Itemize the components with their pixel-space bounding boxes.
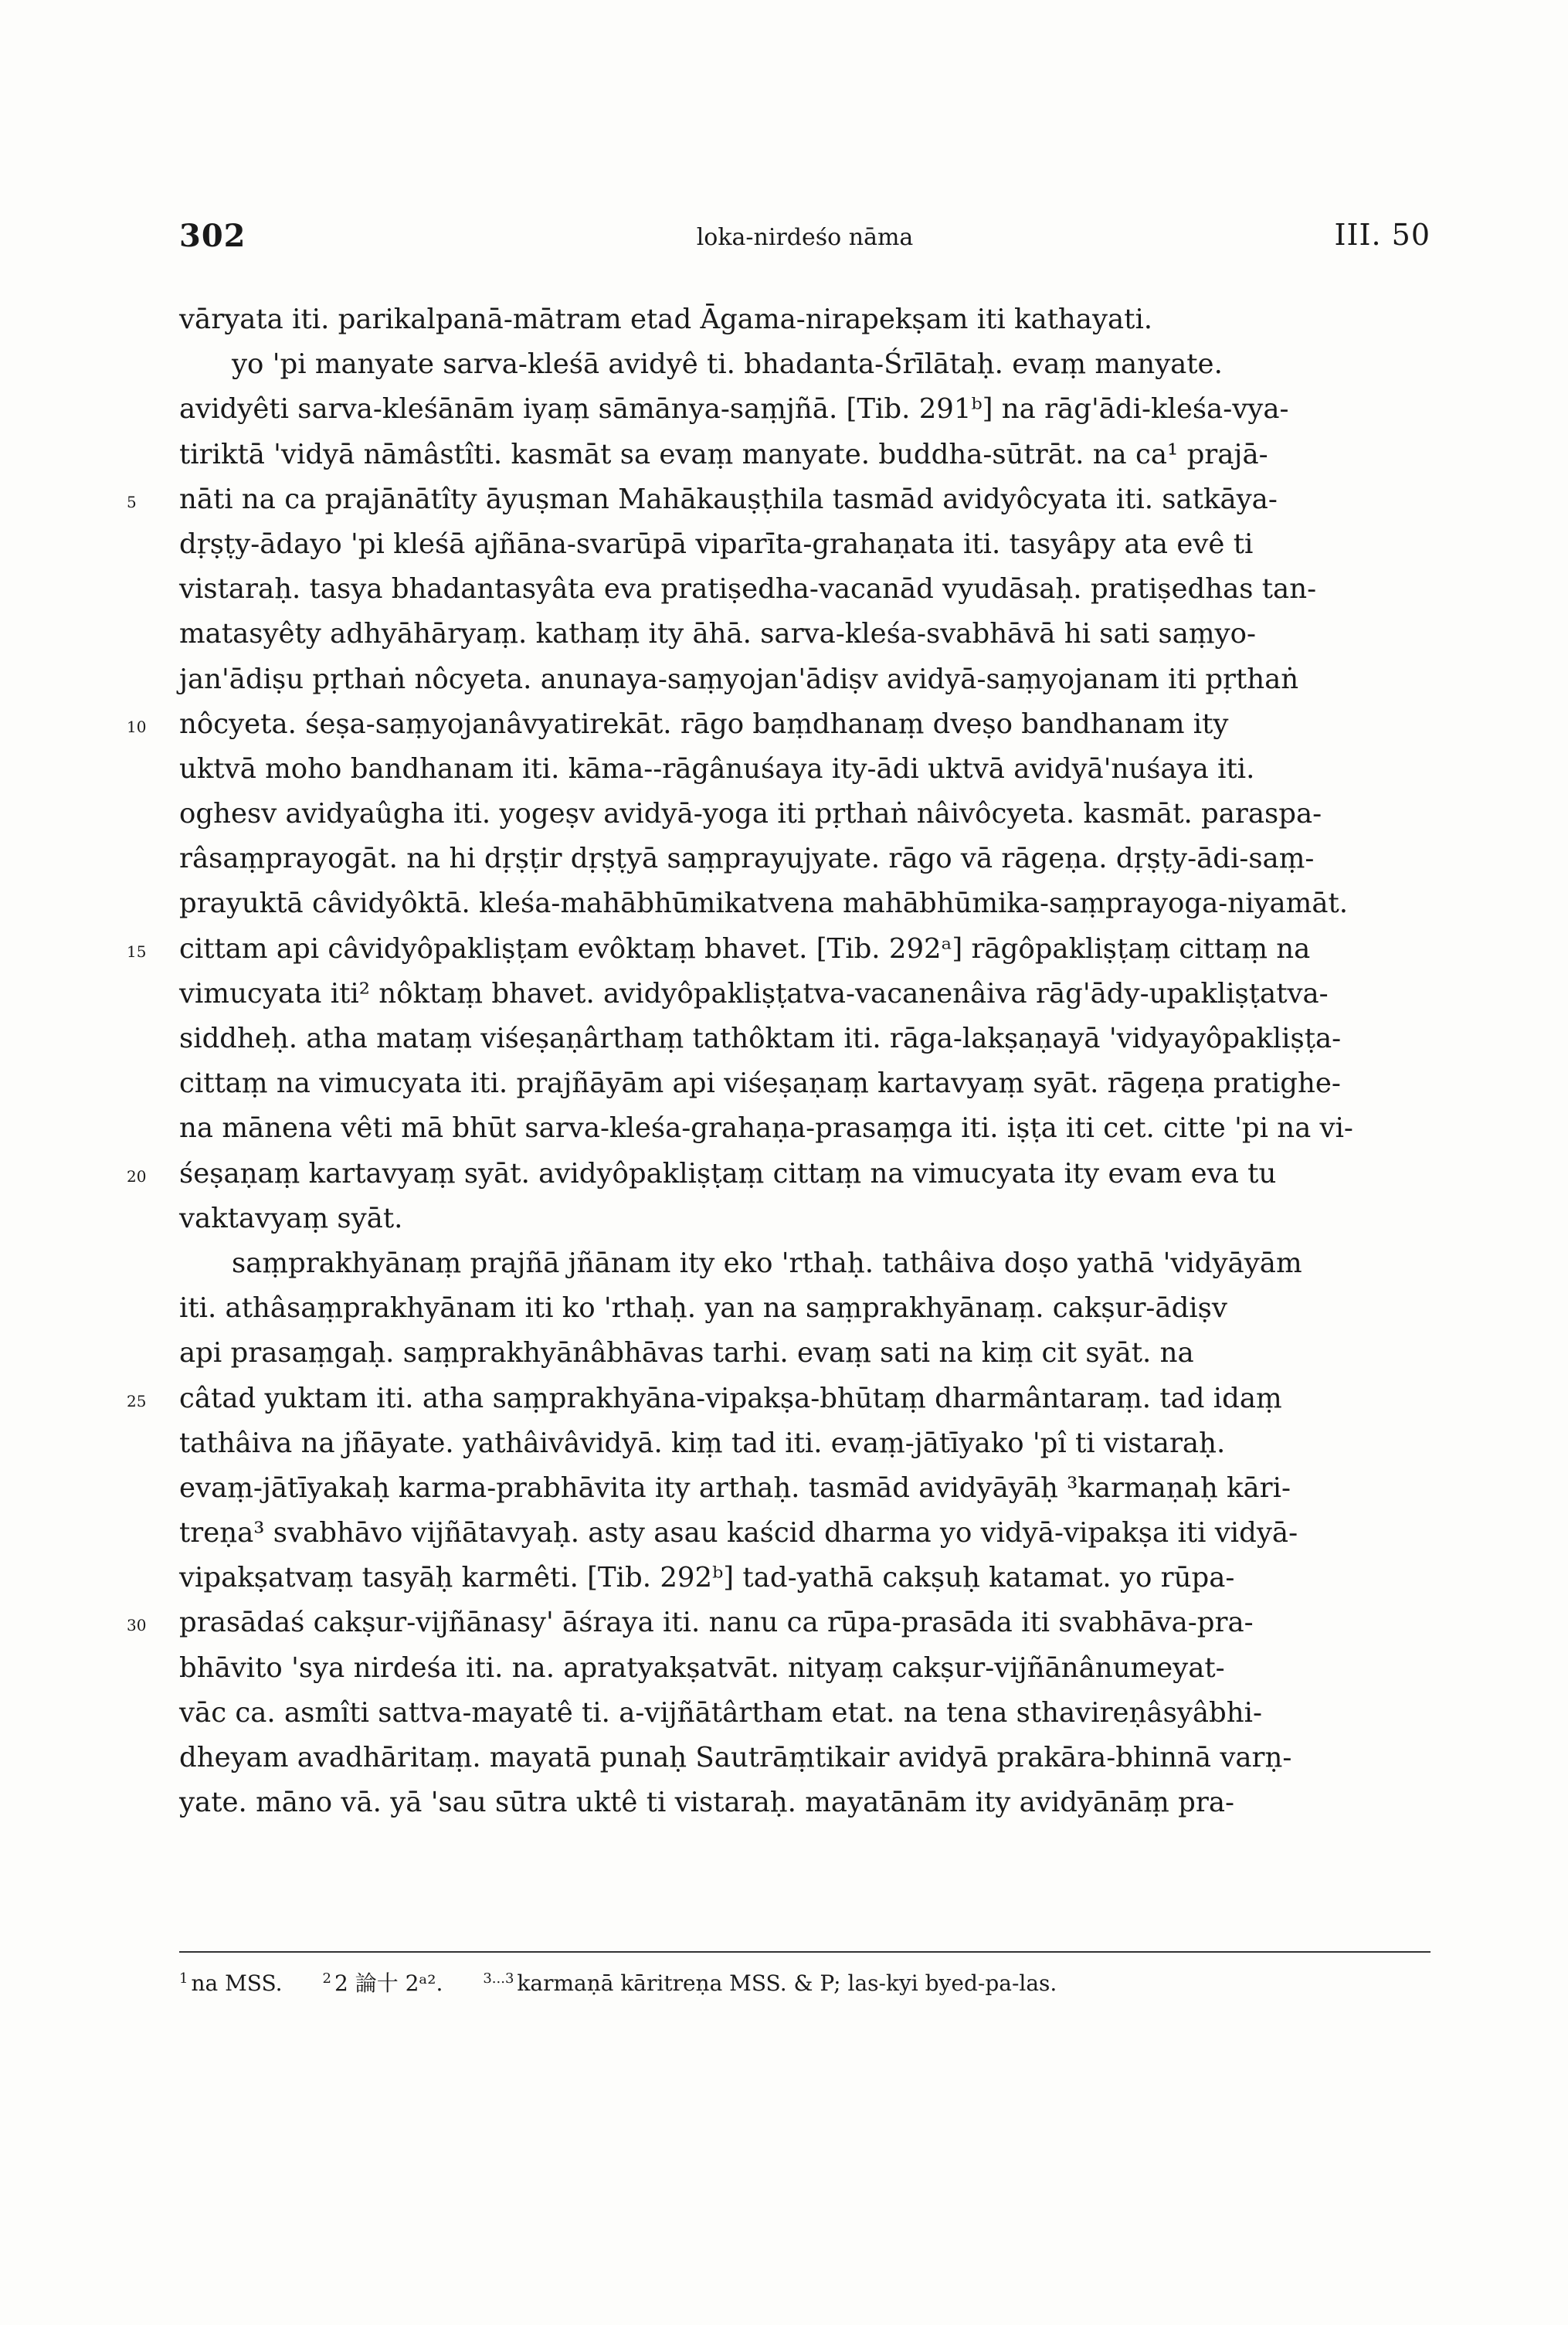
text-line <box>179 1646 1431 1691</box>
footnotes <box>179 1962 1431 2001</box>
line-text: vāryata iti. parikalpanā-mātram etad Āgama-nirapekṣam iti kathayati. <box>179 304 1153 335</box>
line-text: uktvā moho bandhanam iti. kāma--rāgânuśaya ity-ādi uktvā avidyā'nuśaya iti. <box>179 752 1255 785</box>
text-line <box>127 702 1431 747</box>
text-line <box>179 522 1431 567</box>
page-number: 302 <box>179 218 246 254</box>
line-text: avidyêti sarva-kleśānām iyaṃ sāmānya-saṃjñā. [Tib. 291ᵇ] na rāg'ādi-kleśa-vya- <box>179 393 1289 426</box>
page-header <box>179 218 1431 256</box>
text-line <box>179 1466 1431 1511</box>
line-text: treṇa³ svabhāvo vijñātavyaḥ. asty asau kaścid dharma yo vidyā-vipakṣa iti vidyā- <box>179 1517 1298 1549</box>
text-line <box>179 881 1431 926</box>
text-line <box>179 342 1431 387</box>
text-line <box>179 792 1431 837</box>
text-line <box>179 657 1431 702</box>
text-line <box>179 1106 1431 1151</box>
section-reference: III. 50 <box>1334 218 1431 252</box>
line-text: prasādaś cakṣur-vijñānasy' āśraya iti. nanu ca rūpa-prasāda iti svabhāva-pra- <box>179 1607 1254 1639</box>
text-line <box>179 1421 1431 1466</box>
line-text: dheyam avadhāritaṃ. mayatā punaḥ Sautrāṃtikair avidyā prakāra-bhinnā varṇ- <box>179 1742 1292 1773</box>
text-line <box>179 433 1431 477</box>
line-text: saṃprakhyānaṃ prajñā jñānam ity eko 'rthaḥ. tathâiva doṣo yathā 'vidyāyām <box>232 1247 1302 1279</box>
text-line <box>179 972 1431 1017</box>
text-line <box>179 387 1431 432</box>
line-text: vāc ca. asmîti sattva-mayatê ti. a-vijñātârtham etat. na tena sthavireṇâsyâbhi- <box>179 1696 1262 1729</box>
running-title: loka-nirdeśo nāma <box>696 224 914 251</box>
line-text: vipakṣatvaṃ tasyāḥ karmêti. [Tib. 292ᵇ] tad-yathā cakṣuḥ katamat. yo rūpa- <box>179 1562 1235 1594</box>
text-line <box>179 1241 1431 1286</box>
line-text: matasyêty adhyāhāryaṃ. kathaṃ ity āhā. sarva-kleśa-svabhāvā hi sati saṃyo- <box>179 618 1256 650</box>
footnote <box>323 1970 443 1996</box>
text-line <box>179 837 1431 881</box>
text-line <box>179 297 1431 342</box>
line-text: câtad yuktam iti. atha saṃprakhyāna-vipakṣa-bhūtaṃ dharmântaraṃ. tad idaṃ <box>179 1382 1282 1414</box>
text-line <box>179 1691 1431 1736</box>
line-text: śeṣaṇaṃ kartavyaṃ syāt. avidyôpakliṣṭaṃ cittaṃ na vimucyata ity evam eva tu <box>179 1157 1277 1190</box>
line-number: 30 <box>127 1616 147 1635</box>
footnote-mark: 3...3 <box>483 1970 514 1987</box>
line-number: 25 <box>127 1391 147 1410</box>
line-text: siddheḥ. atha mataṃ viśeṣaṇârthaṃ tathôktam iti. rāga-lakṣaṇayā 'vidyayôpakliṣṭa- <box>179 1023 1342 1054</box>
line-text: nāti na ca prajānātîty āyuṣman Mahākauṣṭhila tasmād avidyôcyata iti. satkāya- <box>179 483 1278 515</box>
line-text: na mānena vêti mā bhūt sarva-kleśa-grahaṇa-prasaṃga iti. iṣṭa iti cet. citte 'pi na vi- <box>179 1112 1353 1145</box>
footnote-text: karmaṇā kāritreṇa MSS. & P; las-kyi byed-pa-las. <box>517 1970 1057 1997</box>
text-line <box>179 1196 1431 1241</box>
line-text: api prasaṃgaḥ. saṃprakhyānâbhāvas tarhi. evaṃ sati na kiṃ cit syāt. na <box>179 1337 1194 1370</box>
line-text: râsaṃprayogāt. na hi dṛṣṭir dṛṣṭyā saṃprayujyate. rāgo vā rāgeṇa. dṛṣṭy-ādi-saṃ- <box>179 843 1315 875</box>
text-line <box>127 1152 1431 1196</box>
footnote-mark: 2 <box>322 1970 331 1987</box>
text-line <box>127 927 1431 972</box>
footnote-text: 2 論十 2ᵃ². <box>334 1970 443 1997</box>
line-text: vaktavyaṃ syāt. <box>179 1202 403 1234</box>
footnote <box>179 1970 283 1996</box>
line-text: tathâiva na jñāyate. yathâivâvidyā. kiṃ tad iti. evaṃ-jātīyako 'pî ti vistaraḥ. <box>179 1427 1226 1459</box>
line-text: prayuktā câvidyôktā. kleśa-mahābhūmikatvena mahābhūmika-saṃprayoga-niyamāt. <box>179 888 1349 920</box>
text-line <box>179 1511 1431 1556</box>
line-text: iti. athâsaṃprakhyānam iti ko 'rthaḥ. yan na saṃprakhyānaṃ. cakṣur-ādiṣv <box>179 1292 1227 1325</box>
footnote-mark: 1 <box>179 1970 188 1987</box>
text-line <box>127 477 1431 522</box>
line-text: yo 'pi manyate sarva-kleśā avidyê ti. bhadanta-Śrīlātaḥ. evaṃ manyate. <box>232 348 1223 381</box>
text-line <box>179 1286 1431 1331</box>
text-line <box>179 1556 1431 1600</box>
line-text: cittam api câvidyôpakliṣṭam evôktaṃ bhavet. [Tib. 292ᵃ] rāgôpakliṣṭaṃ cittaṃ na <box>179 932 1311 965</box>
footnote-divider <box>179 1951 1431 1953</box>
line-text: yate. māno vā. yā 'sau sūtra uktê ti vistaraḥ. mayatānām ity avidyānāṃ pra- <box>179 1787 1234 1819</box>
footnote <box>483 1970 1057 1996</box>
line-text: vimucyata iti² nôktaṃ bhavet. avidyôpakliṣṭatva-vacanenâiva rāg'ādy-upakliṣṭatva- <box>179 977 1329 1010</box>
line-text: bhāvito 'sya nirdeśa iti. na. apratyakṣatvāt. nityaṃ cakṣur-vijñānânumeyat- <box>179 1651 1225 1684</box>
text-line <box>179 1780 1431 1825</box>
text-line <box>179 567 1431 612</box>
line-text: evaṃ-jātīyakaḥ karma-prabhāvita ity arthaḥ. tasmād avidyāyāḥ ³karmaṇaḥ kāri- <box>179 1471 1291 1504</box>
text-line <box>179 1061 1431 1106</box>
line-text: tiriktā 'vidyā nāmâstîti. kasmāt sa evaṃ manyate. buddha-sūtrāt. na ca¹ prajā- <box>179 438 1268 470</box>
line-text: cittaṃ na vimucyata iti. prajñāyām api viśeṣaṇaṃ kartavyaṃ syāt. rāgeṇa pratighe- <box>179 1067 1341 1100</box>
text-line <box>179 1736 1431 1780</box>
line-text: dṛṣṭy-ādayo 'pi kleśā ajñāna-svarūpā viparīta-grahaṇata iti. tasyâpy ata evê ti <box>179 528 1254 560</box>
line-number: 10 <box>127 717 147 736</box>
line-number: 20 <box>127 1166 147 1186</box>
text-line <box>127 1376 1431 1421</box>
text-line <box>179 1331 1431 1376</box>
line-text: vistaraḥ. tasya bhadantasyâta eva pratiṣedha-vacanād vyudāsaḥ. pratiṣedhas tan- <box>179 573 1317 606</box>
footnote-text: na MSS. <box>191 1970 283 1997</box>
text-line <box>127 1600 1431 1645</box>
line-number: 5 <box>127 492 137 511</box>
line-text: oghesv avidyaûgha iti. yogeṣv avidyā-yoga iti pṛthaṅ nâivôcyeta. kasmāt. paraspa- <box>179 798 1322 830</box>
text-line <box>179 1017 1431 1061</box>
body-text <box>127 297 1431 1825</box>
line-number: 15 <box>127 942 147 961</box>
line-text: nôcyeta. śeṣa-saṃyojanâvyatirekāt. rāgo baṃdhanaṃ dveṣo bandhanam ity <box>179 708 1229 740</box>
text-line <box>179 612 1431 657</box>
line-text: jan'ādiṣu pṛthaṅ nôcyeta. anunaya-saṃyojan'ādiṣv avidyā-saṃyojanam iti pṛthaṅ <box>179 663 1299 695</box>
text-line <box>179 747 1431 792</box>
